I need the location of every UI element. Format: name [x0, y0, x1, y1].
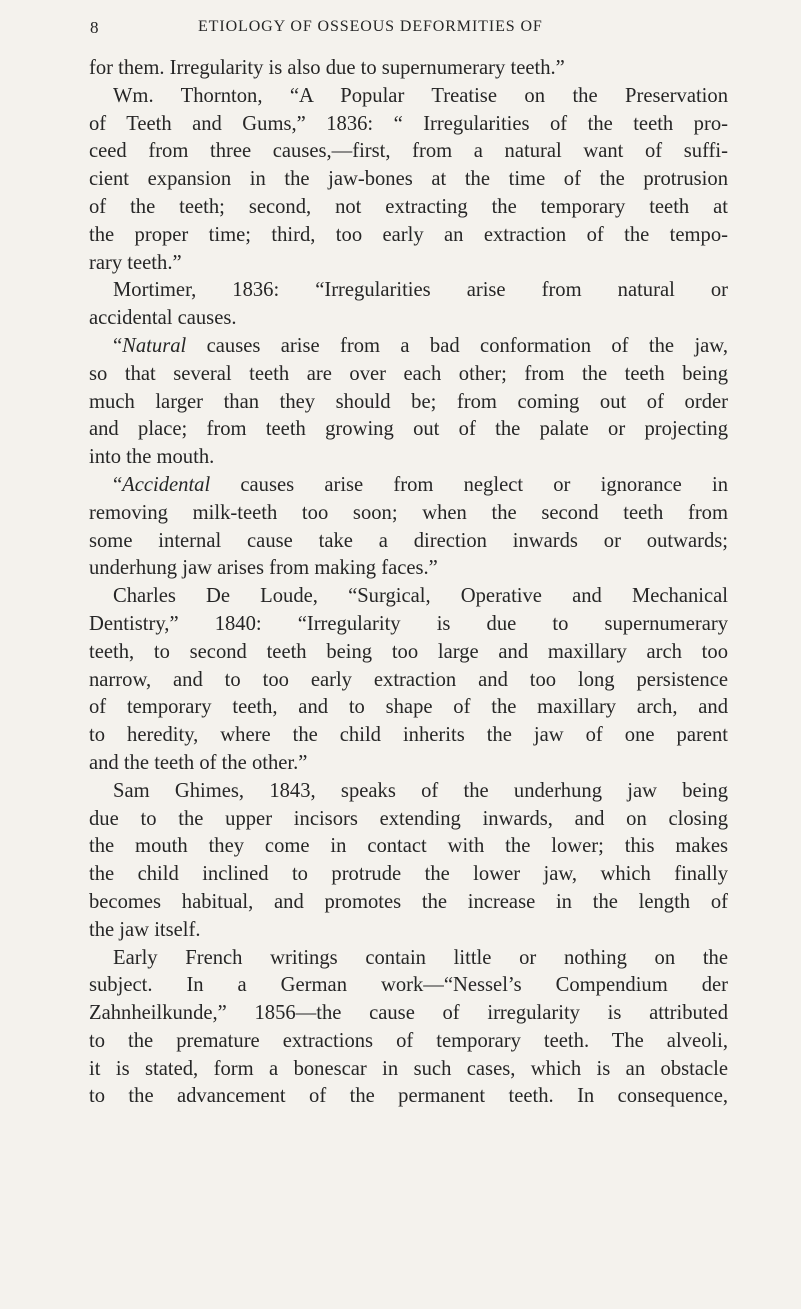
text-line: into the mouth.: [89, 446, 215, 469]
text-line: cient expansion in the jaw-bones at the time of the protrusion: [89, 168, 728, 191]
text-line: Dentistry,” 1840: “Irregularity is due to supernumerary: [89, 612, 728, 635]
text-line: the jaw itself.: [89, 918, 201, 941]
text-line: Sam Ghimes, 1843, speaks of the underhung jaw being: [113, 779, 728, 802]
text-line: it is stated, form a bonescar in such cases, which is an obstacle: [89, 1057, 728, 1080]
text-line: of temporary teeth, and to shape of the maxillary arch, and: [89, 696, 728, 719]
text-line: Early French writings contain little or nothing on the: [113, 946, 728, 969]
text-line: underhung jaw arises from making faces.”: [89, 557, 438, 580]
text-line: [89, 333, 728, 361]
text-line: to heredity, where the child inherits the jaw of one parent: [89, 724, 728, 747]
text-line: due to the upper incisors extending inwards, and on closing: [89, 807, 728, 830]
text-line: of the teeth; second, not extracting the temporary teeth at: [89, 195, 728, 218]
page-number: 8: [90, 18, 99, 37]
open-quote: “: [113, 334, 123, 357]
text-line: to the advancement of the permanent teeth. In consequence,: [89, 1085, 728, 1108]
text-line: of Teeth and Gums,” 1836: “ Irregularities of the teeth pro-: [89, 112, 728, 135]
open-quote: “: [113, 473, 123, 496]
text-line: for them. Irregularity is also due to supernumerary teeth.”: [89, 57, 565, 79]
page-header: [90, 12, 730, 42]
body-text: [89, 55, 728, 1111]
text-line: Mortimer, 1836: “Irregularities arise from natural or: [113, 279, 728, 302]
text-line: much larger than they should be; from coming out of order: [89, 390, 728, 413]
text-line: so that several teeth are over each other; from the teeth being: [89, 362, 728, 385]
text-line: to the premature extractions of temporary teeth. The alveoli,: [89, 1029, 728, 1052]
italic-term-accidental: Accidental: [122, 473, 211, 496]
text-line: becomes habitual, and promotes the increase in the length of: [89, 890, 728, 913]
text-line: and the teeth of the other.”: [89, 751, 308, 774]
text-line: Charles De Loude, “Surgical, Operative and Mechanical: [113, 585, 728, 608]
text-line: Wm. Thornton, “A Popular Treatise on the Preservation: [113, 84, 728, 107]
running-head: ETIOLOGY OF OSSEOUS DEFORMITIES OF: [198, 18, 543, 35]
text-line: the child inclined to protrude the lower jaw, which finally: [89, 863, 728, 886]
text-line: Zahnheilkunde,” 1856—the cause of irregularity is attributed: [89, 1002, 728, 1025]
text-line: narrow, and to too early extraction and too long persistence: [89, 668, 728, 691]
text-line: and place; from teeth growing out of the palate or projecting: [89, 418, 728, 441]
text-line: accidental causes.: [89, 307, 237, 330]
text-line: [89, 472, 728, 500]
text-line: rary teeth.”: [89, 251, 182, 274]
text-run: causes arise from neglect or ignorance in: [210, 473, 728, 496]
text-line: some internal cause take a direction inwards or outwards;: [89, 529, 728, 552]
text-line: subject. In a German work—“Nessel’s Compendium der: [89, 974, 728, 997]
text-line: the mouth they come in contact with the lower; this makes: [89, 835, 728, 858]
italic-term-natural: Natural: [122, 334, 187, 357]
text-line: teeth, to second teeth being too large and maxillary arch too: [89, 640, 728, 663]
text-line: ceed from three causes,—first, from a natural want of suffi-: [89, 140, 728, 163]
text-run: causes arise from a bad conformation of the jaw,: [186, 334, 728, 357]
text-line: the proper time; third, too early an extraction of the tempo-: [89, 223, 728, 246]
text-line: removing milk-teeth too soon; when the second teeth from: [89, 501, 728, 524]
